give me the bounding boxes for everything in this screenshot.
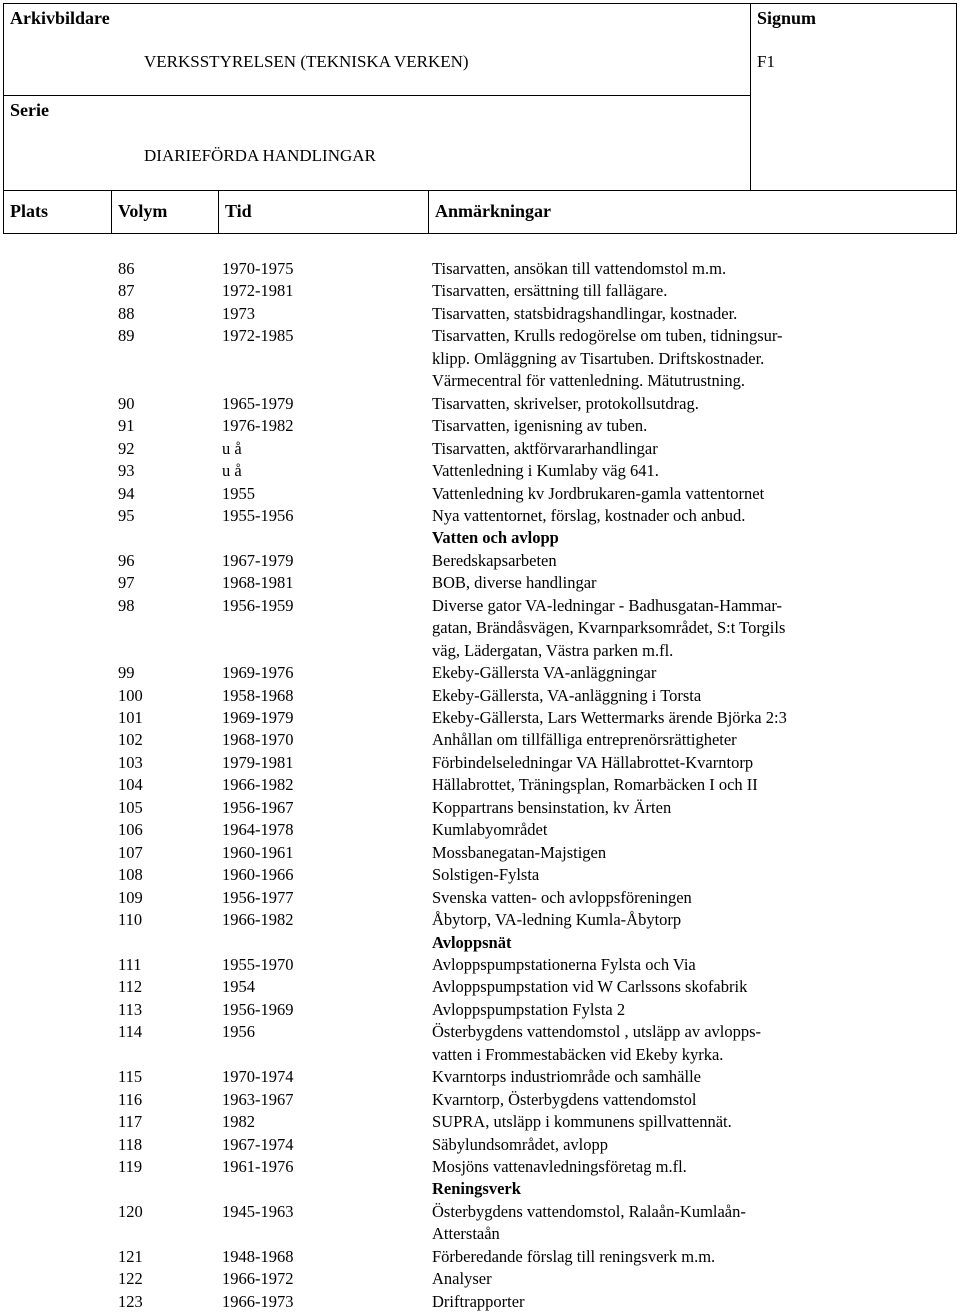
volume-number: 107 xyxy=(118,842,143,862)
table-row xyxy=(0,1156,960,1178)
table-row xyxy=(0,370,960,392)
table-row xyxy=(0,1021,960,1043)
time-range: 1973 xyxy=(222,303,255,323)
remark: Avloppspumpstation vid W Carlssons skofabrik xyxy=(432,977,748,997)
table-row xyxy=(0,572,960,594)
arkivbildare-label: Arkivbildare xyxy=(10,8,110,28)
volume-number: 115 xyxy=(118,1067,143,1087)
arkivbildare-value: VERKSSTYRELSEN (TEKNISKA VERKEN) xyxy=(144,52,469,71)
remark: Driftrapporter xyxy=(432,1291,525,1311)
remark: Värmecentral för vattenledning. Mätutrustning. xyxy=(432,371,745,391)
volume-number: 122 xyxy=(118,1269,143,1289)
table-row xyxy=(0,325,960,347)
time-range: 1956-1967 xyxy=(222,797,294,817)
volume-number: 117 xyxy=(118,1112,143,1132)
remark: BOB, diverse handlingar xyxy=(432,573,597,593)
column-headers xyxy=(4,191,956,233)
remark: Mosjöns vattenavledningsföretag m.fl. xyxy=(432,1157,687,1176)
time-range: 1979-1981 xyxy=(222,752,294,772)
volume-number: 112 xyxy=(118,977,143,997)
volume-number: 114 xyxy=(118,1022,143,1042)
table-row xyxy=(0,505,960,527)
table-row xyxy=(0,685,960,707)
volume-number: 92 xyxy=(118,438,135,458)
remark: Nya vattentornet, förslag, kostnader och anbud. xyxy=(432,505,746,525)
volume-number: 97 xyxy=(118,573,135,593)
remark: Österbygdens vattendomstol, Ralaån-Kumlaån- xyxy=(432,1201,746,1221)
table-row xyxy=(0,280,960,302)
volume-number: 113 xyxy=(118,999,143,1019)
table-row xyxy=(0,1223,960,1245)
time-range: 1967-1979 xyxy=(222,550,294,570)
remark: Analyser xyxy=(432,1269,492,1289)
remark: Tisarvatten, igenisning av tuben. xyxy=(432,416,648,436)
remark: Mossbanegatan-Majstigen xyxy=(432,842,607,862)
time-range: u å xyxy=(222,438,242,458)
remark: Kvarntorps industriområde och samhälle xyxy=(432,1067,701,1087)
remark: Solstigen-Fylsta xyxy=(432,865,540,885)
time-range: 1966-1982 xyxy=(222,910,294,930)
signum-value: F1 xyxy=(757,52,775,71)
time-range: 1955-1956 xyxy=(222,505,294,525)
table-row xyxy=(0,1044,960,1066)
time-range: 1964-1978 xyxy=(222,820,294,840)
remark: Hällabrottet, Träningsplan, Romarbäcken I och II xyxy=(432,775,758,795)
time-range: 1956-1969 xyxy=(222,999,294,1019)
remark: Koppartrans bensinstation, kv Ärten xyxy=(432,797,672,817)
remark: Diverse gator VA-ledningar - Badhusgatan-Hammar- xyxy=(432,595,783,615)
remark: Vatten och avlopp xyxy=(432,528,559,548)
table-row xyxy=(0,752,960,774)
remark: Kumlabyområdet xyxy=(432,820,548,840)
remark: Tisarvatten, ansökan till vattendomstol m.m. xyxy=(432,259,727,278)
volume-number: 89 xyxy=(118,326,135,346)
remark: Tisarvatten, statsbidragshandlingar, kostnader. xyxy=(432,303,738,323)
header-table xyxy=(3,3,957,234)
table-row xyxy=(0,1089,960,1111)
signum-cell xyxy=(751,4,956,96)
volume-number: 118 xyxy=(118,1134,143,1154)
table-row xyxy=(0,864,960,886)
remark: Ekeby-Gällersta, VA-anläggning i Torsta xyxy=(432,685,702,705)
volume-number: 111 xyxy=(118,954,142,974)
remark: klipp. Omläggning av Tisartuben. Driftskostnader. xyxy=(432,348,765,368)
time-range: 1966-1973 xyxy=(222,1291,294,1311)
table-row xyxy=(0,595,960,617)
volume-number: 101 xyxy=(118,708,143,727)
time-range: 1958-1968 xyxy=(222,685,294,705)
remark: Österbygdens vattendomstol , utsläpp av avlopps- xyxy=(432,1022,762,1042)
time-range: 1972-1985 xyxy=(222,326,294,346)
time-range: 1955-1970 xyxy=(222,954,294,974)
time-range: 1967-1974 xyxy=(222,1134,294,1154)
remark: Vattenledning kv Jordbrukaren-gamla vattentornet xyxy=(432,483,765,503)
col-tid xyxy=(219,191,429,233)
table-row xyxy=(0,1268,960,1290)
volume-number: 91 xyxy=(118,416,135,436)
volume-number: 88 xyxy=(118,303,135,323)
time-range: 1976-1982 xyxy=(222,416,294,436)
table-row xyxy=(0,617,960,639)
volume-number: 103 xyxy=(118,752,143,772)
time-range: 1969-1976 xyxy=(222,663,294,683)
col-anmarkningar-label: Anmärkningar xyxy=(435,201,552,221)
volume-number: 105 xyxy=(118,797,143,817)
section-heading xyxy=(0,932,960,954)
table-row xyxy=(0,707,960,729)
table-row xyxy=(0,550,960,572)
volume-number: 87 xyxy=(118,281,135,301)
time-range: 1968-1970 xyxy=(222,730,294,750)
col-volym-label: Volym xyxy=(118,201,168,221)
remark: Avloppspumpstation Fylsta 2 xyxy=(432,999,626,1019)
table-row xyxy=(0,842,960,864)
remark: Ekeby-Gällersta VA-anläggningar xyxy=(432,663,657,683)
time-range: 1966-1982 xyxy=(222,775,294,795)
time-range: 1961-1976 xyxy=(222,1157,294,1176)
volume-number: 99 xyxy=(118,663,135,683)
serie-right-cell xyxy=(751,96,956,190)
volume-number: 116 xyxy=(118,1089,143,1109)
remark: Avloppsnät xyxy=(432,932,512,952)
volume-number: 123 xyxy=(118,1291,143,1311)
arkivbildare-cell xyxy=(4,4,751,96)
time-range: 1968-1981 xyxy=(222,573,294,593)
remark: Anhållan om tillfälliga entreprenörsrättigheter xyxy=(432,730,737,750)
time-range: 1945-1963 xyxy=(222,1201,294,1221)
table-row xyxy=(0,887,960,909)
volume-number: 108 xyxy=(118,865,143,885)
table-row xyxy=(0,954,960,976)
time-range: 1956-1977 xyxy=(222,887,294,907)
remark: Reningsverk xyxy=(432,1179,521,1199)
remark: Tisarvatten, ersättning till fallägare. xyxy=(432,281,668,301)
time-range: 1956-1959 xyxy=(222,595,294,615)
time-range: 1966-1972 xyxy=(222,1269,294,1289)
time-range: 1970-1974 xyxy=(222,1067,294,1087)
remark: Förberedande förslag till reningsverk m.m. xyxy=(432,1246,716,1266)
table-row xyxy=(0,819,960,841)
table-row xyxy=(0,1246,960,1268)
signum-label: Signum xyxy=(757,8,817,28)
table-row xyxy=(0,1111,960,1133)
table-row xyxy=(0,999,960,1021)
volume-number: 100 xyxy=(118,685,143,705)
remark: Tisarvatten, Krulls redogörelse om tuben, tidningsur- xyxy=(432,326,783,346)
table-row xyxy=(0,393,960,415)
volume-number: 93 xyxy=(118,461,135,481)
col-tid-label: Tid xyxy=(225,201,252,221)
time-range: 1972-1981 xyxy=(222,281,294,301)
remark: Tisarvatten, skrivelser, protokollsutdrag. xyxy=(432,393,699,413)
remark: Tisarvatten, aktförvararhandlingar xyxy=(432,438,658,458)
col-volym xyxy=(112,191,219,233)
volume-number: 109 xyxy=(118,887,143,907)
volume-number: 95 xyxy=(118,505,135,525)
volume-number: 110 xyxy=(118,910,143,930)
col-anmarkningar xyxy=(429,191,956,233)
remark: Säbylundsområdet, avlopp xyxy=(432,1134,608,1154)
col-plats-label: Plats xyxy=(10,201,48,221)
table-row xyxy=(0,1291,960,1313)
table-row xyxy=(0,774,960,796)
table-row xyxy=(0,909,960,931)
section-heading xyxy=(0,527,960,549)
remark: Förbindelseledningar VA Hällabrottet-Kvarntorp xyxy=(432,752,754,772)
table-row xyxy=(0,483,960,505)
time-range: 1960-1961 xyxy=(222,842,294,862)
time-range: 1970-1975 xyxy=(222,259,294,278)
table-row xyxy=(0,729,960,751)
header-top xyxy=(4,4,956,191)
remark: vatten i Frommestabäcken vid Ekeby kyrka. xyxy=(432,1044,724,1064)
volume-number: 98 xyxy=(118,595,135,615)
table-row xyxy=(0,1201,960,1223)
volume-number: 119 xyxy=(118,1157,143,1176)
remark: Atterstaån xyxy=(432,1224,500,1244)
time-range: 1969-1979 xyxy=(222,708,294,727)
col-plats xyxy=(4,191,112,233)
time-range: 1955 xyxy=(222,483,255,503)
table-row xyxy=(0,348,960,370)
time-range: 1963-1967 xyxy=(222,1089,294,1109)
remark: Kvarntorp, Österbygdens vattendomstol xyxy=(432,1089,697,1109)
table-row xyxy=(0,303,960,325)
time-range: 1965-1979 xyxy=(222,393,294,413)
time-range: 1956 xyxy=(222,1022,255,1042)
time-range: 1960-1966 xyxy=(222,865,294,885)
volume-number: 86 xyxy=(118,259,135,278)
remark: gatan, Brändåsvägen, Kvarnparksområdet, S:t Torgils xyxy=(432,618,786,638)
section-heading xyxy=(0,1178,960,1200)
table-row xyxy=(0,976,960,998)
remark: väg, Lädergatan, Västra parken m.fl. xyxy=(432,640,674,660)
table-row xyxy=(0,1134,960,1156)
table-row xyxy=(0,258,960,280)
time-range: 1948-1968 xyxy=(222,1246,294,1266)
time-range: 1982 xyxy=(222,1112,255,1132)
remark: Ekeby-Gällersta, Lars Wettermarks ärende Björka 2:3 xyxy=(432,708,787,727)
serie-label: Serie xyxy=(10,100,49,120)
volume-number: 120 xyxy=(118,1201,143,1221)
remark: Beredskapsarbeten xyxy=(432,550,557,570)
table-row xyxy=(0,1066,960,1088)
remark: Avloppspumpstationerna Fylsta och Via xyxy=(432,954,696,974)
table-row xyxy=(0,438,960,460)
volume-number: 94 xyxy=(118,483,135,503)
volume-number: 104 xyxy=(118,775,143,795)
table-row xyxy=(0,797,960,819)
volume-number: 96 xyxy=(118,550,135,570)
table-row xyxy=(0,460,960,482)
volume-number: 102 xyxy=(118,730,143,750)
time-range: u å xyxy=(222,461,242,481)
serie-cell xyxy=(4,96,751,190)
remark: Vattenledning i Kumlaby väg 641. xyxy=(432,461,659,481)
volume-number: 90 xyxy=(118,393,135,413)
serie-value: DIARIEFÖRDA HANDLINGAR xyxy=(144,146,376,165)
table-row xyxy=(0,415,960,437)
table-row xyxy=(0,640,960,662)
time-range: 1954 xyxy=(222,977,255,997)
volume-number: 121 xyxy=(118,1246,143,1266)
remark: SUPRA, utsläpp i kommunens spillvattennät. xyxy=(432,1112,732,1132)
volume-number: 106 xyxy=(118,820,143,840)
remark: Svenska vatten- och avloppsföreningen xyxy=(432,887,692,907)
table-row xyxy=(0,662,960,684)
remark: Åbytorp, VA-ledning Kumla-Åbytorp xyxy=(432,910,682,930)
